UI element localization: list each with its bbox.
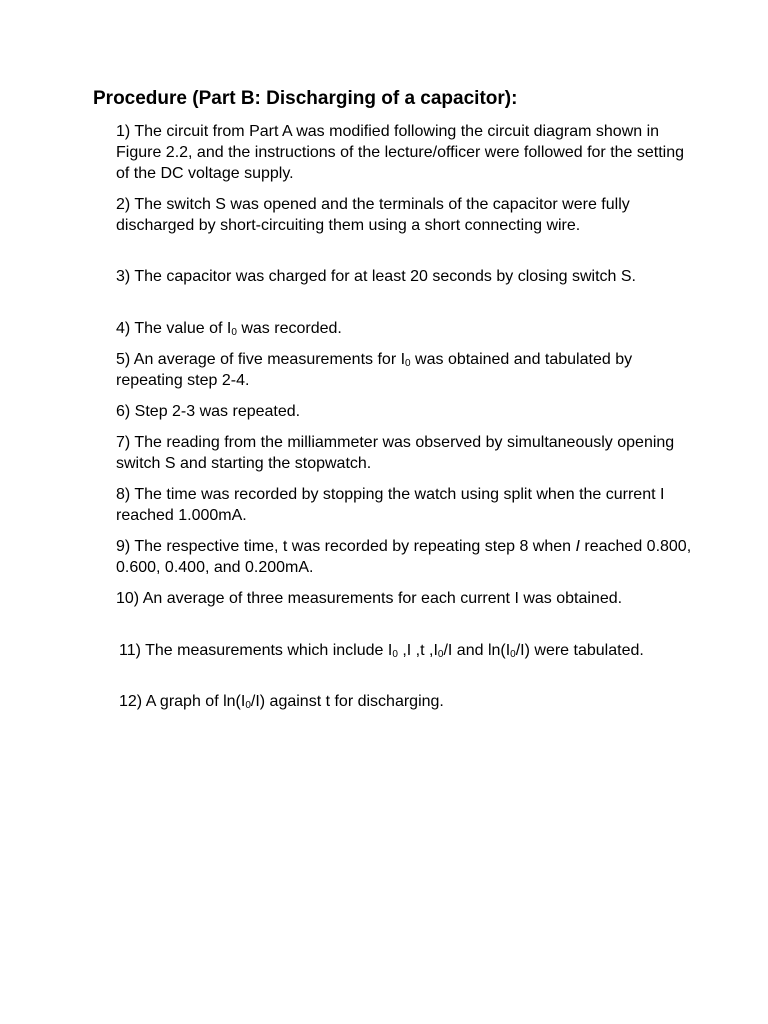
step-9: [116, 536, 696, 578]
step-3: 3) The capacitor was charged for at least 20 seconds by closing switch S.: [116, 268, 636, 285]
step-11-text-d: /I) were tabulated.: [515, 642, 644, 659]
procedure-title: Procedure (Part B: Discharging of a capacitor):: [93, 88, 518, 109]
step-1: 1) The circuit from Part A was modified following the circuit diagram shown in Figure 2.2, and the instructions of the lecture/officer were followed for the setting of the DC voltage supply.: [116, 123, 685, 182]
step-2: 2) The switch S was opened and the terminals of the capacitor were fully discharged by short-circuiting them using a short connecting wire.: [116, 196, 630, 234]
step-11-text-b: ,I ,t ,I: [397, 642, 438, 659]
step-12-text-a: 12) A graph of ln(I: [119, 693, 246, 710]
step-5: [116, 349, 696, 391]
step-9-italic-i: I: [575, 538, 580, 555]
step-4: [116, 318, 696, 339]
step-7: 7) The reading from the milliammeter was observed by simultaneously opening switch S and starting the stopwatch.: [116, 434, 675, 472]
step-4-subscript: 0: [231, 327, 237, 338]
step-9-text-a: 9) The respective time, t was recorded by repeating step 8 when: [116, 538, 576, 555]
step-11-subscript-3: 0: [510, 649, 516, 660]
step-11: [93, 640, 653, 661]
step-8: 8) The time was recorded by stopping the watch using split when the current I reached 1.000mA.: [116, 486, 665, 524]
step-6: 6) Step 2-3 was repeated.: [116, 403, 301, 420]
step-12-subscript: 0: [245, 700, 251, 711]
step-5-subscript: 0: [405, 358, 411, 369]
step-11-text-a: 11) The measurements which include I: [119, 642, 393, 659]
step-4-text-b: was recorded.: [236, 320, 342, 337]
step-5-text-b: was obtained and tabulated by repeating step 2-4.: [116, 351, 633, 389]
step-11-text-c: /I and ln(I: [443, 642, 511, 659]
step-12: [119, 691, 699, 712]
step-11-subscript-1: 0: [392, 649, 398, 660]
step-9-text-b: reached 0.800, 0.600, 0.400, and 0.200mA.: [116, 538, 692, 576]
step-10: 10) An average of three measurements for each current I was obtained.: [116, 590, 623, 607]
step-12-text-b: /I) against t for discharging.: [250, 693, 444, 710]
step-11-subscript-2: 0: [437, 649, 444, 660]
step-5-text-a: 5) An average of five measurements for I: [116, 351, 406, 368]
step-4-text-a: 4) The value of I: [116, 320, 232, 337]
